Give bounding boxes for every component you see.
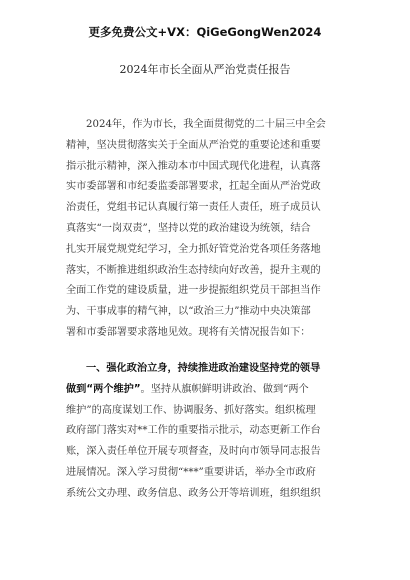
paragraph-line: 全面工作党的建设质量，进一步提振组织党员干部担当作 (66, 285, 321, 297)
paragraph-line: 治责任，党组书记认真履行第一责任人责任，班子成员认 (66, 202, 321, 214)
paragraph-line: 指示批示精神，深入推动本市中国式现代化进程，认真落 (66, 160, 321, 172)
paragraph-line: 落实，不断推进组织政治生态持续向好改善，提升主观的 (66, 264, 321, 276)
paragraph-line: 进展情况。深入学习贯彻“***”重要讲话，举办全市政府 (66, 466, 316, 478)
paragraph-line: 维护”的高度谋划工作、协调服务、抓好落实。组织梳理 (66, 404, 316, 416)
paragraph-line: 2024年，作为市长，我全面贯彻党的二十届三中全会 (86, 119, 326, 130)
paragraph-line (66, 380, 342, 401)
section-heading: 一、强化政治立身，持续推进政治建设坚持党的领导 (86, 363, 321, 374)
paragraph-line: 署和市委部署要求落地见效。现将有关情况报告如下： (66, 326, 311, 338)
section-body-text: 。坚持从旗帜鲜明讲政治、做到“两个 (140, 383, 309, 395)
paragraph-line: 精神，坚决贯彻落实关于全面从严治党的重要论述和重要 (66, 139, 321, 151)
section-heading-continued: 做到“两个维护” (66, 383, 141, 395)
intro-paragraph (66, 115, 342, 344)
paragraph-line: 系统公文办理、政务信息、政务公开等培训班，组织组织 (66, 487, 321, 499)
paragraph-line: 账，深入责任单位开展专项督查，及时向市领导同志报告 (66, 446, 321, 458)
paragraph-line: 政府部门落实对**工作的重要指示批示，动态更新工作台 (66, 425, 321, 437)
paragraph-line: 扎实开展党规党纪学习，全力抓好管党治党各项任务落地 (66, 243, 321, 255)
paragraph-line: 实市委部署和市纪委监委部署要求，扛起全面从严治党政 (66, 181, 321, 193)
section-one-paragraph (66, 359, 342, 505)
paragraph-line: 真落实“一岗双责”，坚持以党的政治建设为统领，结合 (66, 222, 311, 234)
watermark-text: 更多免费公文+VX：QiGeGongWen2024 (88, 25, 322, 39)
document-title: 2024年市长全面从严治党责任报告 (119, 63, 291, 76)
paragraph-line: 为、干事成事的精气神，以“政治三力”推动中央决策部 (66, 306, 311, 318)
